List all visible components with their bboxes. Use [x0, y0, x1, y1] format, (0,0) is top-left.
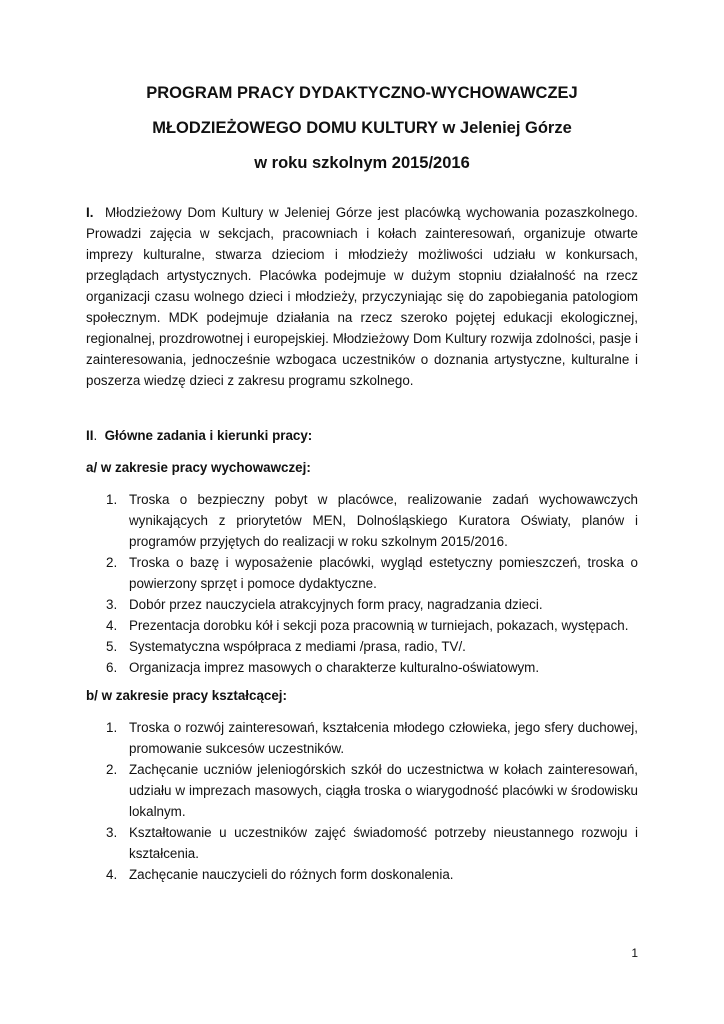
list-item-text: Troska o bezpieczny pobyt w placówce, realizowanie zadań wychowawczych wynikających z priorytetów MEN, Dolnośląskiego Kuratora Oświaty, planów i programów przyjętych do realizacji w roku szkolnym 2015/2016.	[129, 492, 638, 549]
list-item-number: 2.	[106, 555, 118, 570]
list-item-text: Troska o rozwój zainteresowań, kształcenia młodego człowieka, jego sfery duchowej, promowanie sukcesów uczestników.	[129, 720, 638, 756]
section-2-heading	[86, 425, 312, 446]
document-title	[86, 76, 638, 181]
list-item-number: 1.	[106, 720, 118, 735]
section-b-heading: b/ w zakresie pracy kształcącej:	[86, 688, 287, 703]
list-item-text: Zachęcanie nauczycieli do różnych form doskonalenia.	[129, 867, 454, 882]
list-item-number: 4.	[106, 867, 118, 882]
page-number: 1	[631, 946, 638, 960]
list-item	[86, 759, 638, 822]
section-1-paragraph	[86, 202, 638, 391]
list-item-number: 5.	[106, 639, 118, 654]
list-item	[86, 489, 638, 552]
list-item-number: 2.	[106, 762, 118, 777]
list-item-number: 3.	[106, 597, 118, 612]
list-item-number: 1.	[106, 492, 118, 507]
section-a-heading: a/ w zakresie pracy wychowawczej:	[86, 460, 311, 475]
list-item	[86, 717, 638, 759]
list-item	[86, 864, 638, 885]
list-item-number: 4.	[106, 618, 118, 633]
list-item-text: Organizacja imprez masowych o charakterze kulturalno-oświatowym.	[129, 660, 540, 675]
list-item-text: Troska o bazę i wyposażenie placówki, wygląd estetyczny pomieszczeń, troska o powierzony sprzęt i pomoce dydaktyczne.	[129, 555, 638, 591]
section-1-marker: I.	[86, 205, 94, 220]
list-item	[86, 636, 638, 657]
section-1-text: Młodzieżowy Dom Kultury w Jeleniej Górze jest placówką wychowania pozaszkolnego. Prowadzi zajęcia w sekcjach, pracowniach i kołach zainteresowań, organizuje otwarte imprezy kulturalne, stwarza dzieciom i młodzieży możliwości udziału w konkursach, przeglądach artystycznych. Placówka podejmuje w dużym stopniu działalność na rzecz organizacji czasu wolnego dzieci i młodzieży, przyczyniając się do zapobiegania patologiom społecznym. MDK podejmuje działania na rzecz szeroko pojętej edukacji ekologicznej, regionalnej, prozdrowotnej i europejskiej. Młodzieżowy Dom Kultury rozwija zdolności, pasje i zainteresowania, jednocześnie wzbogaca uczestników o doznania artystyczne, kulturalne i poszerza wiedzę dzieci z zakresu programu szkolnego.	[86, 205, 638, 388]
title-line-3: w roku szkolnym 2015/2016	[254, 154, 470, 172]
section-2-dot: .	[93, 428, 98, 443]
title-line-2: MŁODZIEŻOWEGO DOMU KULTURY w Jeleniej Górze	[152, 119, 572, 137]
list-item	[86, 615, 638, 636]
section-a-list	[86, 489, 638, 678]
list-item-text: Zachęcanie uczniów jeleniogórskich szkół do uczestnictwa w kołach zainteresowań, udziału w imprezach masowych, ciągła troska o wiarygodność placówki w środowisku lokalnym.	[129, 762, 638, 819]
list-item	[86, 594, 638, 615]
list-item	[86, 657, 638, 678]
title-line-1: PROGRAM PRACY DYDAKTYCZNO-WYCHOWAWCZEJ	[146, 84, 578, 102]
section-b-list	[86, 717, 638, 885]
list-item-text: Dobór przez nauczyciela atrakcyjnych form pracy, nagradzania dzieci.	[129, 597, 543, 612]
list-item-number: 6.	[106, 660, 118, 675]
list-item-text: Kształtowanie u uczestników zajęć świadomość potrzeby nieustannego rozwoju i kształcenia.	[129, 825, 638, 861]
list-item-text: Systematyczna współpraca z mediami /prasa, radio, TV/.	[129, 639, 466, 654]
list-item-number: 3.	[106, 825, 118, 840]
section-2-marker: II	[86, 428, 94, 443]
list-item	[86, 552, 638, 594]
list-item	[86, 822, 638, 864]
section-2-title: Główne zadania i kierunki pracy:	[104, 428, 313, 443]
list-item-text: Prezentacja dorobku kół i sekcji poza pracownią w turniejach, pokazach, występach.	[129, 618, 629, 633]
